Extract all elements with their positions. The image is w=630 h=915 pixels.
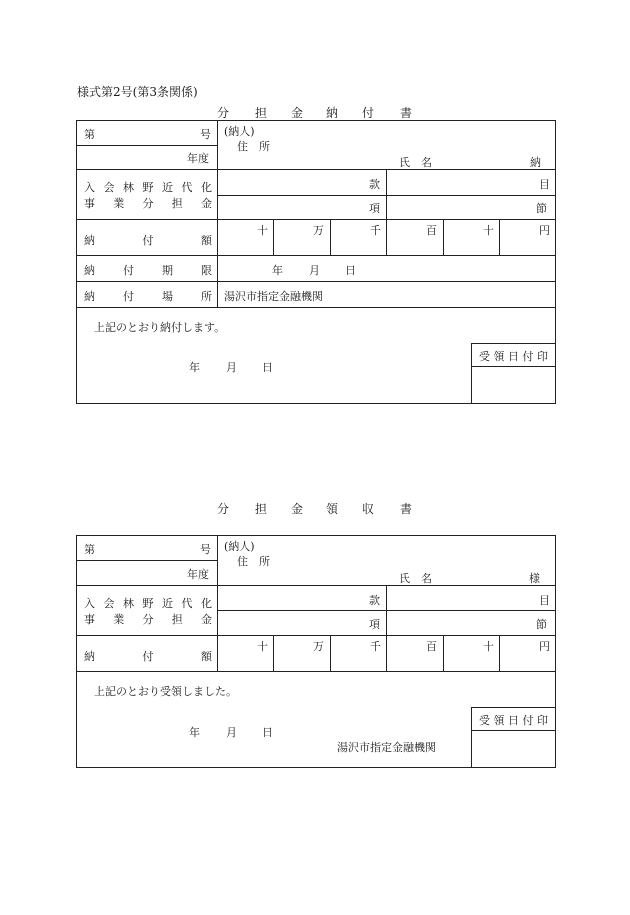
amount-char: 付 [142, 234, 154, 247]
statement: 上記のとおり納付します。 [94, 321, 226, 334]
category-char: 代 [181, 597, 193, 610]
digit-label: 十 [257, 224, 268, 237]
category-char: 林 [123, 181, 134, 194]
number-label: 第 [84, 128, 95, 141]
amount-label [84, 232, 212, 248]
category-line-1 [84, 595, 212, 611]
digit-label: 万 [313, 224, 324, 237]
due-char: 納 [84, 264, 95, 277]
stamp-label: 受 領 日 付 印 [479, 350, 548, 363]
moku-label: 目 [539, 178, 550, 191]
category-char: 金 [201, 613, 212, 626]
name-label: 氏 名 [399, 572, 432, 585]
amount-char: 付 [142, 650, 154, 663]
due-char: 付 [123, 264, 134, 277]
date-day: 日 [262, 361, 273, 374]
setsu-label: 節 [536, 202, 547, 215]
title-char: 収 [362, 502, 375, 516]
digit-label: 十 [483, 640, 494, 653]
moku-label: 目 [539, 594, 550, 607]
title-char: 金 [291, 106, 304, 120]
amount-char: 納 [84, 234, 95, 247]
category-char: 分 [142, 613, 154, 626]
invoice-form [76, 120, 556, 404]
kou-label: 項 [369, 618, 380, 631]
category-char: 野 [142, 597, 154, 610]
category-char: 業 [113, 197, 125, 210]
category-char: 事 [84, 613, 95, 626]
name-suffix: 納 [530, 156, 541, 169]
stamp-label: 受 領 日 付 印 [479, 714, 548, 727]
amount-label [84, 648, 212, 664]
title-char: 分 [217, 502, 230, 516]
place-char: 納 [84, 290, 95, 303]
number-suffix: 号 [200, 128, 211, 141]
address-label: 住 所 [237, 140, 270, 153]
date-day: 日 [262, 726, 273, 739]
title-char: 書 [400, 106, 413, 120]
category-line-1 [84, 179, 212, 195]
category-char: 近 [162, 597, 173, 610]
category-char: 入 [84, 181, 95, 194]
title-char: 付 [362, 106, 375, 120]
title-char: 分 [217, 106, 230, 120]
title-char: 領 [326, 502, 339, 516]
category-char: 野 [142, 181, 154, 194]
digit-label: 百 [426, 224, 437, 237]
title-char: 納 [326, 106, 339, 120]
category-line-2 [84, 195, 212, 211]
payer-label: (納人) [224, 125, 255, 138]
fiscal-year-label: 年度 [187, 568, 209, 581]
statement: 上記のとおり受領しました。 [94, 685, 237, 698]
title-char: 書 [400, 502, 413, 516]
address-label: 住 所 [237, 555, 270, 568]
due-char: 期 [162, 264, 173, 277]
date-year: 年 [189, 726, 200, 739]
due-char: 限 [201, 264, 212, 277]
number-suffix: 号 [200, 543, 211, 556]
digit-label: 千 [370, 224, 381, 237]
kou-label: 項 [369, 202, 380, 215]
digit-label: 千 [370, 640, 381, 653]
digit-label: 十 [483, 224, 494, 237]
date-month: 月 [226, 726, 237, 739]
category-char: 金 [201, 197, 212, 210]
category-char: 事 [84, 197, 95, 210]
amount-char: 額 [201, 650, 212, 663]
place-char: 場 [162, 290, 173, 303]
amount-char: 額 [201, 234, 212, 247]
kan-label: 款 [369, 594, 380, 607]
category-char: 担 [171, 197, 183, 210]
place-char: 付 [123, 290, 134, 303]
number-label: 第 [84, 543, 95, 556]
receipt-form [76, 535, 556, 768]
form-number-label: 様式第2号(第3条関係) [77, 85, 198, 99]
due-month: 月 [309, 264, 320, 277]
category-char: 業 [113, 613, 125, 626]
title-char: 担 [255, 502, 268, 516]
title-char: 担 [255, 106, 268, 120]
digit-label: 万 [313, 640, 324, 653]
place-label [84, 288, 212, 304]
category-char: 分 [142, 197, 154, 210]
category-char: 近 [162, 181, 173, 194]
due-year: 年 [272, 264, 283, 277]
category-line-2 [84, 611, 212, 627]
category-char: 林 [123, 597, 134, 610]
name-label: 氏 名 [399, 156, 432, 169]
category-char: 化 [201, 181, 212, 194]
title-char: 金 [291, 502, 304, 516]
due-label [84, 262, 212, 278]
payer-label: (納人) [224, 540, 255, 553]
name-suffix: 様 [529, 572, 540, 585]
category-char: 担 [171, 613, 183, 626]
category-char: 化 [201, 597, 212, 610]
digit-label: 円 [539, 224, 550, 237]
digit-label: 十 [257, 640, 268, 653]
digit-label: 円 [539, 640, 550, 653]
setsu-label: 節 [536, 618, 547, 631]
category-char: 会 [103, 181, 115, 194]
place-value: 湯沢市指定金融機関 [224, 290, 323, 303]
date-year: 年 [189, 361, 200, 374]
due-day: 日 [345, 264, 356, 277]
digit-label: 百 [426, 640, 437, 653]
amount-char: 納 [84, 650, 95, 663]
issuer: 湯沢市指定金融機関 [337, 741, 436, 754]
kan-label: 款 [369, 178, 380, 191]
fiscal-year-label: 年度 [187, 152, 209, 165]
stamp-area [472, 367, 555, 403]
stamp-area [472, 731, 555, 767]
category-char: 入 [84, 597, 95, 610]
place-char: 所 [201, 290, 212, 303]
category-char: 会 [103, 597, 115, 610]
date-month: 月 [226, 361, 237, 374]
category-char: 代 [181, 181, 193, 194]
